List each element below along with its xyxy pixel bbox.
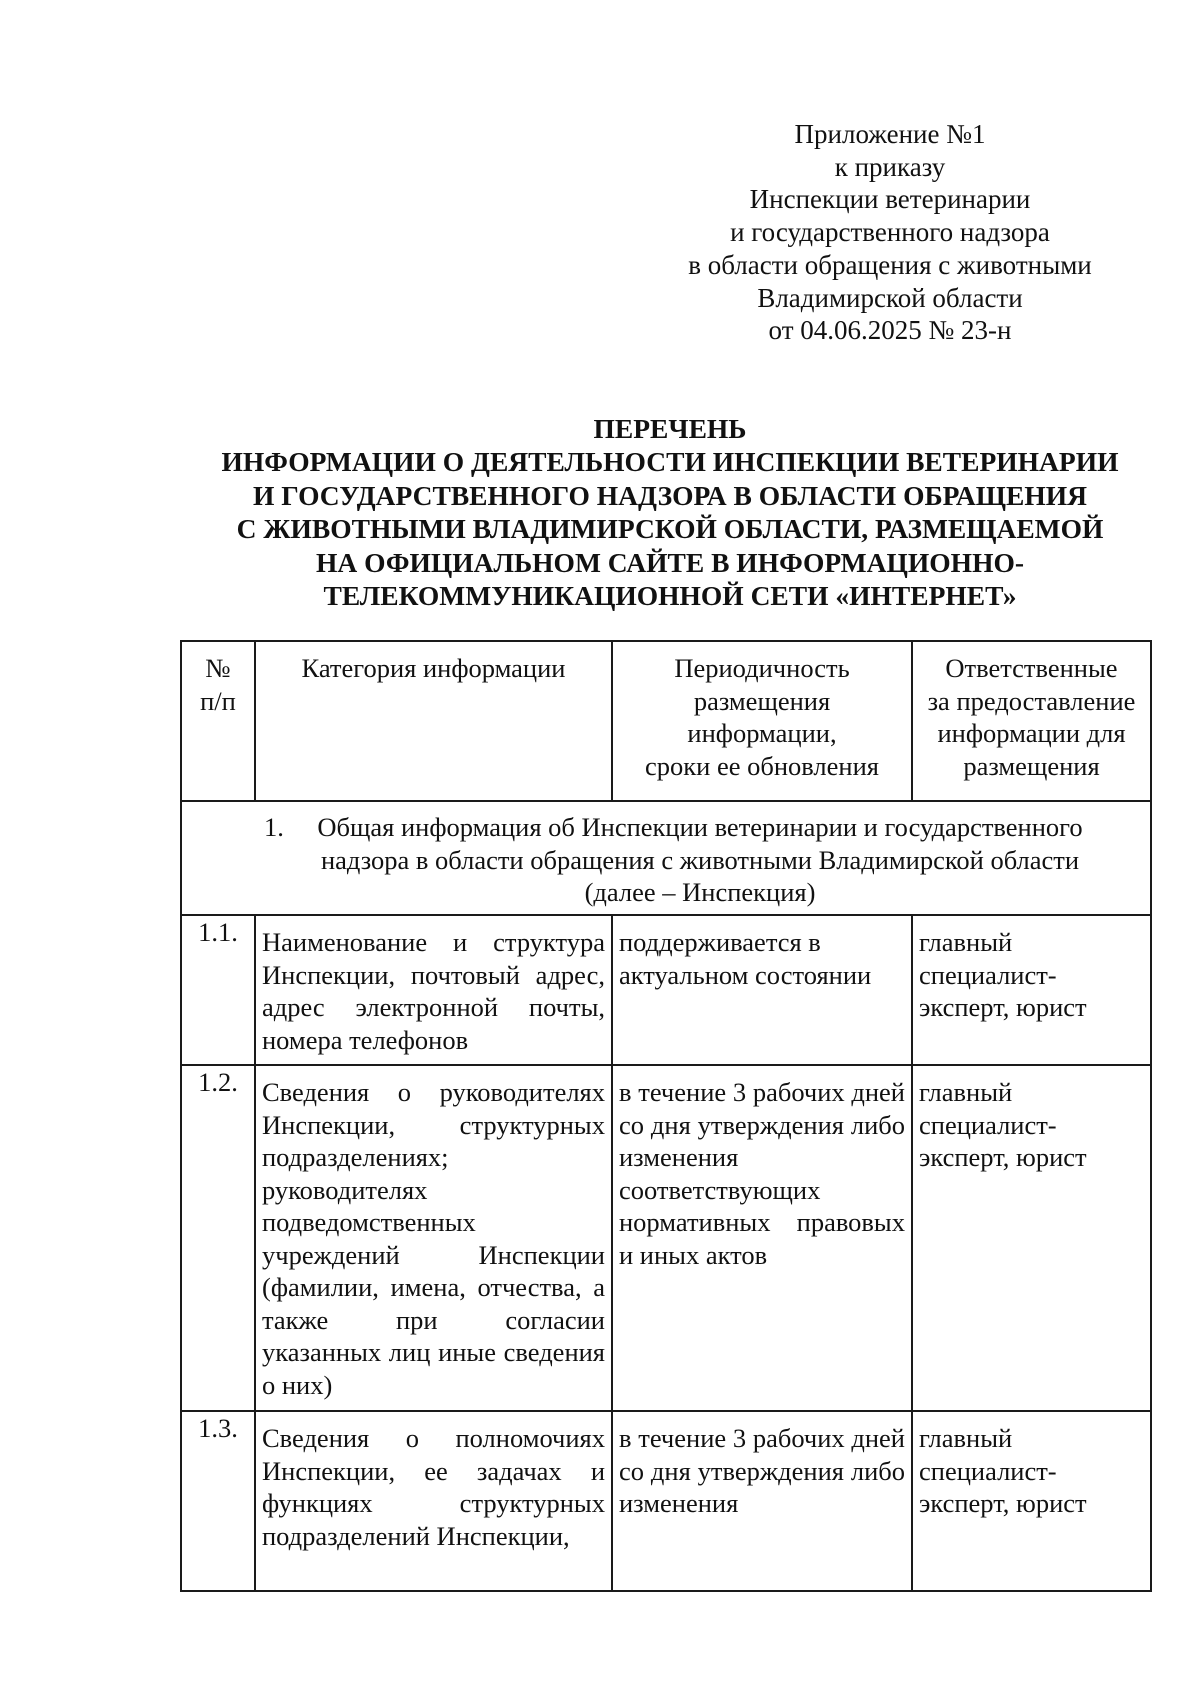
row-period: в течение 3 рабочих дней со дня утверждения либо изменения xyxy=(612,1411,912,1591)
section-cell xyxy=(181,801,1151,915)
header-responsible xyxy=(912,641,1151,801)
title-line: НА ОФИЦИАЛЬНОМ САЙТЕ В ИНФОРМАЦИОННО- xyxy=(315,546,1025,578)
appendix-line: Инспекции ветеринарии xyxy=(749,184,1031,215)
table-row xyxy=(181,1065,1151,1411)
appendix-line: в области обращения с животными xyxy=(688,249,1092,280)
table-row xyxy=(181,1411,1151,1591)
row-period: поддерживается в актуальном состоянии xyxy=(612,915,912,1065)
row-number: 1.1. xyxy=(181,915,255,1065)
row-number: 1.2. xyxy=(181,1065,255,1411)
title-line: С ЖИВОТНЫМИ ВЛАДИМИРСКОЙ ОБЛАСТИ, РАЗМЕЩАЕМОЙ xyxy=(236,513,1104,545)
header-period-line: размещения xyxy=(693,685,831,716)
row-period: в течение 3 рабочих дней со дня утверждения либо изменения соответствующих нормативных правовых и иных актов xyxy=(612,1065,912,1411)
row-responsible: главный специалист-эксперт, юрист xyxy=(912,915,1151,1065)
header-responsible-line: за предоставление xyxy=(927,685,1136,716)
appendix-block xyxy=(640,118,1140,347)
row-category: Сведения о руководителях Инспекции, структурных подразделениях; руководителях подведомственных учреждений Инспекции (фамилии, имена, отчества, а также при согласии указанных лиц иные сведения о них) xyxy=(255,1065,612,1411)
row-responsible: главный специалист-эксперт, юрист xyxy=(912,1065,1151,1411)
row-category: Наименование и структура Инспекции, почтовый адрес, адрес электронной почты, номера телефонов xyxy=(255,915,612,1065)
row-responsible: главный специалист-эксперт, юрист xyxy=(912,1411,1151,1591)
title-line: ИНФОРМАЦИИ О ДЕЯТЕЛЬНОСТИ ИНСПЕКЦИИ ВЕТЕРИНАРИИ xyxy=(221,446,1119,478)
header-num xyxy=(181,641,255,801)
header-responsible-line: Ответственные xyxy=(945,653,1118,683)
section-line: надзора в области обращения с животными Владимирской области xyxy=(320,844,1080,875)
appendix-line: Владимирской области xyxy=(757,282,1023,313)
header-category-line: Категория информации xyxy=(301,653,566,683)
table-header-row xyxy=(181,641,1151,801)
row-number: 1.3. xyxy=(181,1411,255,1591)
header-period-line: Периодичность xyxy=(674,653,850,683)
title-line: И ГОСУДАРСТВЕННОГО НАДЗОРА В ОБЛАСТИ ОБРАЩЕНИЯ xyxy=(253,479,1087,511)
header-period-line: информации, xyxy=(687,718,837,748)
document-title xyxy=(110,412,1200,612)
header-responsible-line: размещения xyxy=(963,750,1100,781)
header-category xyxy=(255,641,612,801)
information-table xyxy=(180,640,1152,1592)
header-responsible-line: информации для xyxy=(937,718,1126,748)
header-num-line: № xyxy=(205,653,231,683)
header-period-line: сроки ее обновления xyxy=(645,750,879,781)
appendix-line: и государственного надзора xyxy=(730,217,1050,248)
appendix-line: от 04.06.2025 № 23-н xyxy=(768,315,1012,346)
section-line: (далее – Инспекция) xyxy=(584,877,816,907)
section-number: 1. xyxy=(264,812,284,842)
section-row xyxy=(181,801,1151,915)
title-line: ПЕРЕЧЕНЬ xyxy=(593,413,747,444)
appendix-line: к приказу xyxy=(834,151,946,182)
title-line: ТЕЛЕКОММУНИКАЦИОННОЙ СЕТИ «ИНТЕРНЕТ» xyxy=(323,580,1017,612)
table-row xyxy=(181,915,1151,1065)
row-category: Сведения о полномочиях Инспекции, ее задачах и функциях структурных подразделений Инспекции, xyxy=(255,1411,612,1591)
header-num-line: п/п xyxy=(200,685,236,716)
appendix-line: Приложение №1 xyxy=(794,119,986,149)
header-period xyxy=(612,641,912,801)
section-line: Общая информация об Инспекции ветеринарии и государственного xyxy=(317,812,1083,842)
